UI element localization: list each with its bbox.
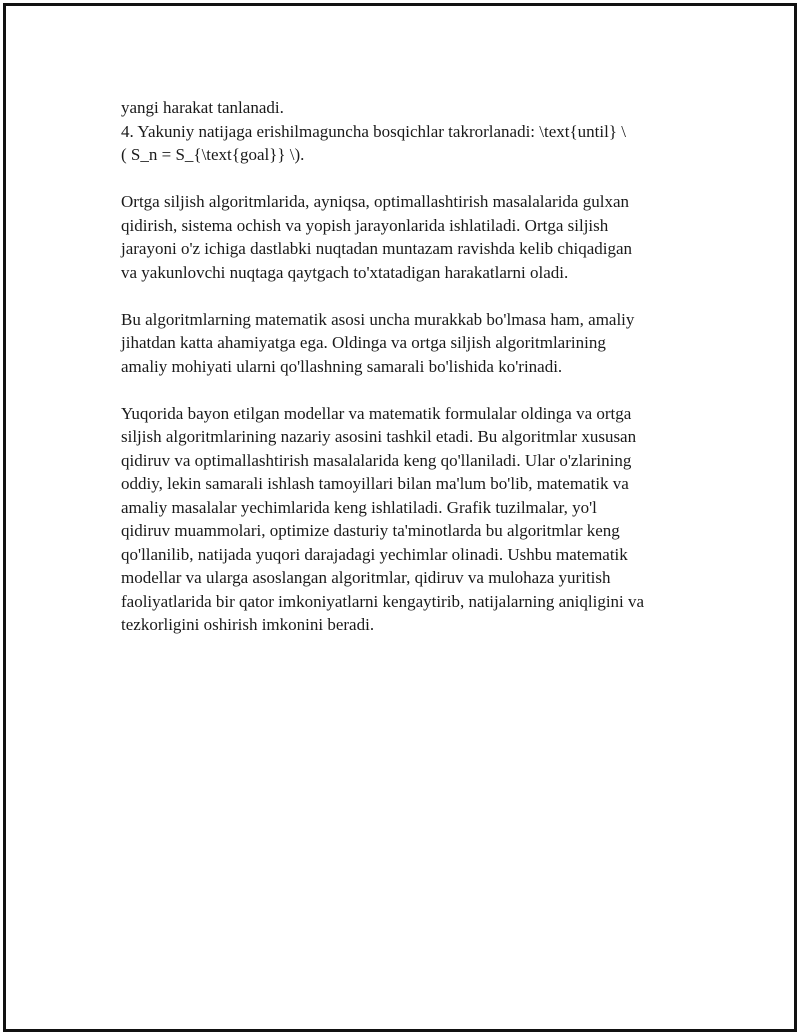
text-line: qidirish, sistema ochish va yopish jarayonlarida ishlatiladi. Ortga siljish xyxy=(121,215,609,235)
text-line: tezkorligini oshirish imkonini beradi. xyxy=(121,615,375,634)
text-line: va yakunlovchi nuqtaga qaytgach to'xtatadigan harakatlarni oladi. xyxy=(121,262,569,282)
text-line: qidiruv va optimallashtirish masalalarida keng qo'llaniladi. Ular o'zlarining xyxy=(121,450,632,470)
text-line: amaliy masalalar yechimlarida keng ishlatiladi. Grafik tuzilmalar, yo'l xyxy=(121,497,597,517)
text-line: Bu algoritmlarning matematik asosi uncha murakkab bo'lmasa ham, amaliy xyxy=(121,309,635,329)
text-line: jarayoni o'z ichiga dastlabki nuqtadan muntazam ravishda kelib chiqadigan xyxy=(121,239,633,258)
paragraph-conclusion xyxy=(121,402,701,637)
text-line: 4. Yakuniy natijaga erishilmaguncha bosqichlar takrorlanadi: \text{until} \ xyxy=(121,121,626,141)
text-line: ( S_n = S_{\text{goal}} \). xyxy=(121,145,305,164)
document-page xyxy=(3,3,797,1032)
paragraph-steps-end xyxy=(121,96,701,167)
text-line: amaliy mohiyati ularni qo'llashning samarali bo'lishida ko'rinadi. xyxy=(121,356,563,376)
text-line: qidiruv muammolari, optimize dasturiy ta'minotlarda bu algoritmlar keng xyxy=(121,521,620,540)
text-line: yangi harakat tanlanadi. xyxy=(121,98,284,117)
text-line: qo'llanilib, natijada yuqori darajadagi yechimlar olinadi. Ushbu matematik xyxy=(121,544,628,564)
text-line: jihatdan katta ahamiyatga ega. Oldinga va ortga siljish algoritmlarining xyxy=(121,333,606,352)
document-body xyxy=(121,96,701,660)
text-line: Yuqorida bayon etilgan modellar va matematik formulalar oldinga va ortga xyxy=(121,403,632,423)
text-line: Ortga siljish algoritmlarida, ayniqsa, optimallashtirish masalalarida gulxan xyxy=(121,192,629,211)
text-line: siljish algoritmlarining nazariy asosini tashkil etadi. Bu algoritmlar xususan xyxy=(121,427,637,446)
paragraph-math-basis xyxy=(121,308,701,379)
text-line: oddiy, lekin samarali ishlash tamoyillari bilan ma'lum bo'lib, matematik va xyxy=(121,474,629,493)
text-line: faoliyatlarida bir qator imkoniyatlarni kengaytirib, natijalarning aniqligini va xyxy=(121,591,645,611)
text-line: modellar va ularga asoslangan algoritmlar, qidiruv va mulohaza yuritish xyxy=(121,568,611,587)
paragraph-backtracking xyxy=(121,190,701,284)
